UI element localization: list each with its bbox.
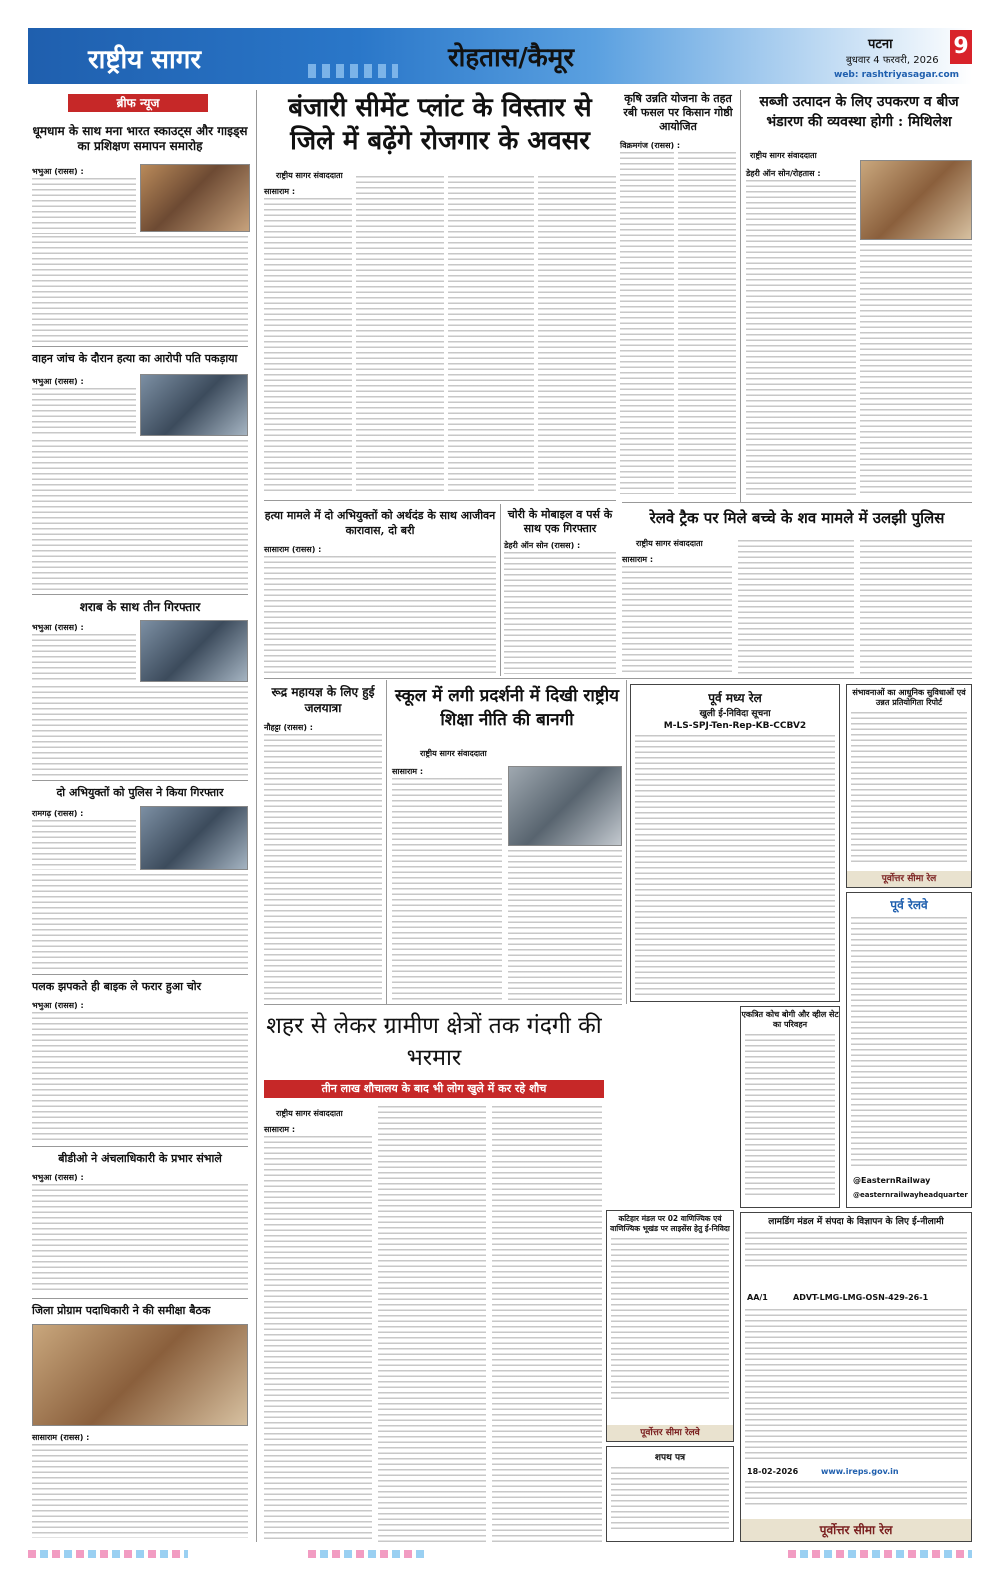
lead-body-col-3 xyxy=(448,176,534,494)
tender-ad-1[interactable] xyxy=(630,684,840,1002)
murder-theft-divider xyxy=(500,504,501,676)
eastern-railway-ad[interactable] xyxy=(846,892,972,1208)
brief-headline-4[interactable]: दो अभियुक्तों को पुलिस ने किया गिरफ्तार xyxy=(56,786,224,799)
masthead-decoration xyxy=(308,64,398,78)
school-body-col-2 xyxy=(508,850,622,1002)
tender-2-title: संभावनाओं का आधुनिक सुविधाओं एवं उन्नत प्रतियोगिता रिपोर्ट xyxy=(852,688,966,707)
lamding-terms xyxy=(745,1481,967,1505)
mithilesh-photo xyxy=(860,160,972,240)
affidavit-body xyxy=(611,1467,729,1533)
dirt-body-col-3 xyxy=(492,1106,602,1542)
tender-ad-2[interactable] xyxy=(846,684,972,888)
krishi-dateline: विक्रमगंज (रासस) : xyxy=(620,141,681,150)
police-photo-3 xyxy=(140,806,248,870)
murder-dateline: सासाराम (रासस) : xyxy=(264,545,322,554)
murder-body xyxy=(264,556,496,674)
lead-body-col-1 xyxy=(264,198,352,494)
brief-body-2b xyxy=(32,440,248,590)
krishi-body-col-2 xyxy=(678,152,736,494)
coach-transport-body xyxy=(745,1034,835,1196)
brief-body-4b xyxy=(32,874,248,970)
mithilesh-body-col-1 xyxy=(746,180,856,496)
school-body-col-1 xyxy=(392,778,502,1002)
lead-headline[interactable]: बंजारी सीमेंट प्लांट के विस्तार से जिले में बढ़ेंगे रोजगार के अवसर xyxy=(288,93,592,156)
brief-divider-2 xyxy=(32,594,248,595)
lamding-intro xyxy=(745,1232,967,1268)
school-exhibition-photo xyxy=(508,766,622,846)
lamding-date: 18-02-2026 xyxy=(747,1467,799,1476)
brief-news-column xyxy=(28,90,252,1542)
school-ad-divider xyxy=(626,680,627,1004)
page-footer-decoration xyxy=(28,1548,972,1560)
footer-dots-right xyxy=(788,1550,972,1558)
brief-news-label: ब्रीफ न्यूज xyxy=(68,94,208,112)
katihar-title: कटिहार मंडल पर 02 वाणिज्यिक एवं वाणिज्यिक भूखंड पर लाइसेंस हेतु ई-निविदा xyxy=(610,1214,730,1233)
column-divider-mid xyxy=(740,90,741,502)
mithilesh-dateline: डेहरी ऑन सोन/रोहतास : xyxy=(746,169,821,178)
affidavit-notice[interactable] xyxy=(606,1446,734,1542)
railway-body-col-1 xyxy=(622,566,732,674)
brief-headline-1[interactable]: धूमधाम के साथ मना भारत स्काउट्स और गाइड्स का प्रशिक्षण समापन समारोह xyxy=(32,124,248,153)
mithilesh-byline: राष्ट्रीय सागर संवाददाता xyxy=(750,151,817,160)
school-dateline: सासाराम : xyxy=(392,767,424,776)
police-photo-1 xyxy=(140,374,248,436)
school-byline: राष्ट्रीय सागर संवाददाता xyxy=(420,749,487,758)
brief-body-2 xyxy=(32,388,136,436)
tender-1-ref: M-LS-SPJ-Ten-Rep-KB-CCBV2 xyxy=(663,721,807,731)
dirt-divider-top xyxy=(264,1004,622,1005)
mithilesh-headline[interactable]: सब्जी उत्पादन के लिए उपकरण व बीज भंडारण की व्यवस्था होगी : मिथिलेश xyxy=(759,94,959,130)
edition-city: पटना xyxy=(868,37,893,52)
meeting-photo xyxy=(32,1324,248,1426)
lamding-auction-ad[interactable] xyxy=(740,1212,972,1542)
lamding-title: लामडिंग मंडल में संपदा के विज्ञापन के लिए ई-नीलामी xyxy=(768,1217,944,1227)
lamding-lot-short: AA/1 xyxy=(747,1293,768,1302)
footer-dots-left xyxy=(28,1550,188,1558)
edition-date: बुधवार 4 फरवरी, 2026 xyxy=(846,55,939,66)
scouts-photo xyxy=(140,164,250,232)
brief-body-5 xyxy=(32,1012,248,1142)
brief-headline-5[interactable]: पलक झपकते ही बाइक ले फरार हुआ चोर xyxy=(32,980,202,993)
eastern-railway-fb[interactable]: @easternrailwayheadquarter xyxy=(853,1191,968,1199)
brief-body-7 xyxy=(32,1444,248,1538)
dirt-subhead: तीन लाख शौचालय के बाद भी लोग खुले में कर रहे शौच xyxy=(264,1080,604,1098)
railway-dateline: सासाराम : xyxy=(622,555,654,564)
lamding-website[interactable]: www.ireps.gov.in xyxy=(821,1467,899,1476)
police-photo-2 xyxy=(140,620,248,682)
lead-body-col-2 xyxy=(356,176,444,494)
brief-dateline-5: भभुआ (रासस) : xyxy=(32,1001,84,1010)
railway-body-col-3 xyxy=(860,540,972,674)
masthead xyxy=(28,28,972,84)
theft-dateline: डेहरी ऑन सोन (रासस) : xyxy=(504,541,581,550)
brief-headline-3[interactable]: शराब के साथ तीन गिरफ्तार xyxy=(79,600,201,614)
krishi-body-col-1 xyxy=(620,152,674,494)
website-link[interactable]: web: rashtriyasagar.com xyxy=(834,70,960,80)
krishi-headline[interactable]: कृषि उन्नति योजना के तहत रबी फसल पर किसान गोष्ठी आयोजित xyxy=(623,92,733,133)
lead-byline: राष्ट्रीय सागर संवाददाता xyxy=(276,171,343,180)
railway-body-col-2 xyxy=(738,540,854,674)
katihar-footer: पूर्वोत्तर सीमा रेलवे xyxy=(607,1425,733,1441)
mid-divider xyxy=(264,678,972,679)
dirt-headline[interactable]: शहर से लेकर ग्रामीण क्षेत्रों तक गंदगी की भरमार xyxy=(266,1013,602,1071)
coach-transport-title: एकत्रित कोच बोगी और व्हील सेट का परिवहन xyxy=(741,1010,839,1029)
mithilesh-body-col-2 xyxy=(860,244,972,496)
brief-body-6 xyxy=(32,1184,248,1294)
tender-1-body xyxy=(635,735,835,997)
brief-body-4 xyxy=(32,820,136,870)
brief-dateline-7: सासाराम (रासस) : xyxy=(32,1433,90,1442)
brief-dateline-3: भभुआ (रासस) : xyxy=(32,623,84,632)
brief-divider-4 xyxy=(32,974,248,975)
tender-1-title: पूर्व मध्य रेल xyxy=(708,691,762,705)
rudra-body xyxy=(264,734,382,1002)
brief-divider-1 xyxy=(32,346,248,347)
tender-2-body xyxy=(851,712,967,862)
dirt-body-col-2 xyxy=(378,1106,486,1542)
lamding-footer: पूर्वोत्तर सीमा रेल xyxy=(741,1519,971,1541)
school-headline[interactable]: स्कूल में लगी प्रदर्शनी में दिखी राष्ट्रीय शिक्षा नीति की बानगी xyxy=(395,686,619,730)
section-title: रोहतास/कैमूर xyxy=(448,43,574,73)
dirt-dateline: सासाराम : xyxy=(264,1125,296,1134)
theft-headline[interactable]: चोरी के मोबाइल व पर्स के साथ एक गिरफ्तार xyxy=(507,508,613,535)
eastern-railway-title: पूर्व रेलवे xyxy=(890,898,928,912)
railway-byline: राष्ट्रीय सागर संवाददाता xyxy=(636,539,703,548)
brief-headline-7[interactable]: जिला प्रोग्राम पदाधिकारी ने की समीक्षा बैठक xyxy=(32,1304,211,1317)
brief-body-3 xyxy=(32,634,136,682)
eastern-railway-handle[interactable]: @EasternRailway xyxy=(853,1176,931,1185)
brief-divider-6 xyxy=(32,1298,248,1299)
page-number: 9 xyxy=(950,30,972,64)
column-divider-left xyxy=(256,90,257,1542)
dirt-body-col-1 xyxy=(264,1136,372,1542)
brief-headline-6[interactable]: बीडीओ ने अंचलाधिकारी के प्रभार संभाले xyxy=(58,1152,222,1165)
brief-body-1 xyxy=(32,178,136,234)
rudra-divider xyxy=(386,680,387,1004)
footer-dots-mid xyxy=(308,1550,428,1558)
lamding-table xyxy=(745,1309,967,1459)
brief-headline-2[interactable]: वाहन जांच के दौरान हत्या का आरोपी पति पकड़ाया xyxy=(32,352,238,365)
rudra-headline[interactable]: रूद्र महायज्ञ के लिए हुई जलयात्रा xyxy=(271,685,375,715)
coach-transport-ad[interactable] xyxy=(740,1006,840,1208)
tender-2-footer: पूर्वोत्तर सीमा रेल xyxy=(847,871,971,887)
lamding-lot: ADVT-LMG-LMG-OSN-429-26-1 xyxy=(793,1293,929,1302)
brief-divider-5 xyxy=(32,1146,248,1147)
lead-divider xyxy=(264,500,616,501)
brief-dateline-6: भभुआ (रासस) : xyxy=(32,1173,84,1182)
katihar-body xyxy=(611,1238,729,1402)
dirt-byline: राष्ट्रीय सागर संवाददाता xyxy=(276,1109,343,1118)
brief-body-1b xyxy=(32,236,248,342)
theft-body xyxy=(504,552,616,674)
brief-divider-3 xyxy=(32,780,248,781)
katihar-tender-ad[interactable] xyxy=(606,1210,734,1442)
lead-dateline: सासाराम : xyxy=(264,187,296,196)
tender-1-subtitle: खुली ई-निविदा सूचना xyxy=(699,709,771,719)
rudra-dateline: नौहट्टा (रासस) : xyxy=(264,723,313,732)
brief-dateline-4: रामगढ़ (रासस) : xyxy=(32,809,84,818)
top-right-divider xyxy=(622,502,972,503)
brief-dateline-2: भभुआ (रासस) : xyxy=(32,377,84,386)
newspaper-logo: राष्ट्रीय सागर xyxy=(88,45,201,75)
brief-dateline-1: भभुआ (रासस) : xyxy=(32,167,84,176)
railway-headline[interactable]: रेलवे ट्रैक पर मिले बच्चे के शव मामले में उलझी पुलिस xyxy=(649,509,945,527)
eastern-railway-body xyxy=(851,917,967,1169)
brief-body-3b xyxy=(32,686,248,776)
murder-headline[interactable]: हत्या मामले में दो अभियुक्तों को अर्थदंड के साथ आजीवन कारावास, दो बरी xyxy=(264,509,496,537)
lead-body-col-4 xyxy=(538,176,616,494)
affidavit-title: शपथ पत्र xyxy=(654,1453,686,1463)
